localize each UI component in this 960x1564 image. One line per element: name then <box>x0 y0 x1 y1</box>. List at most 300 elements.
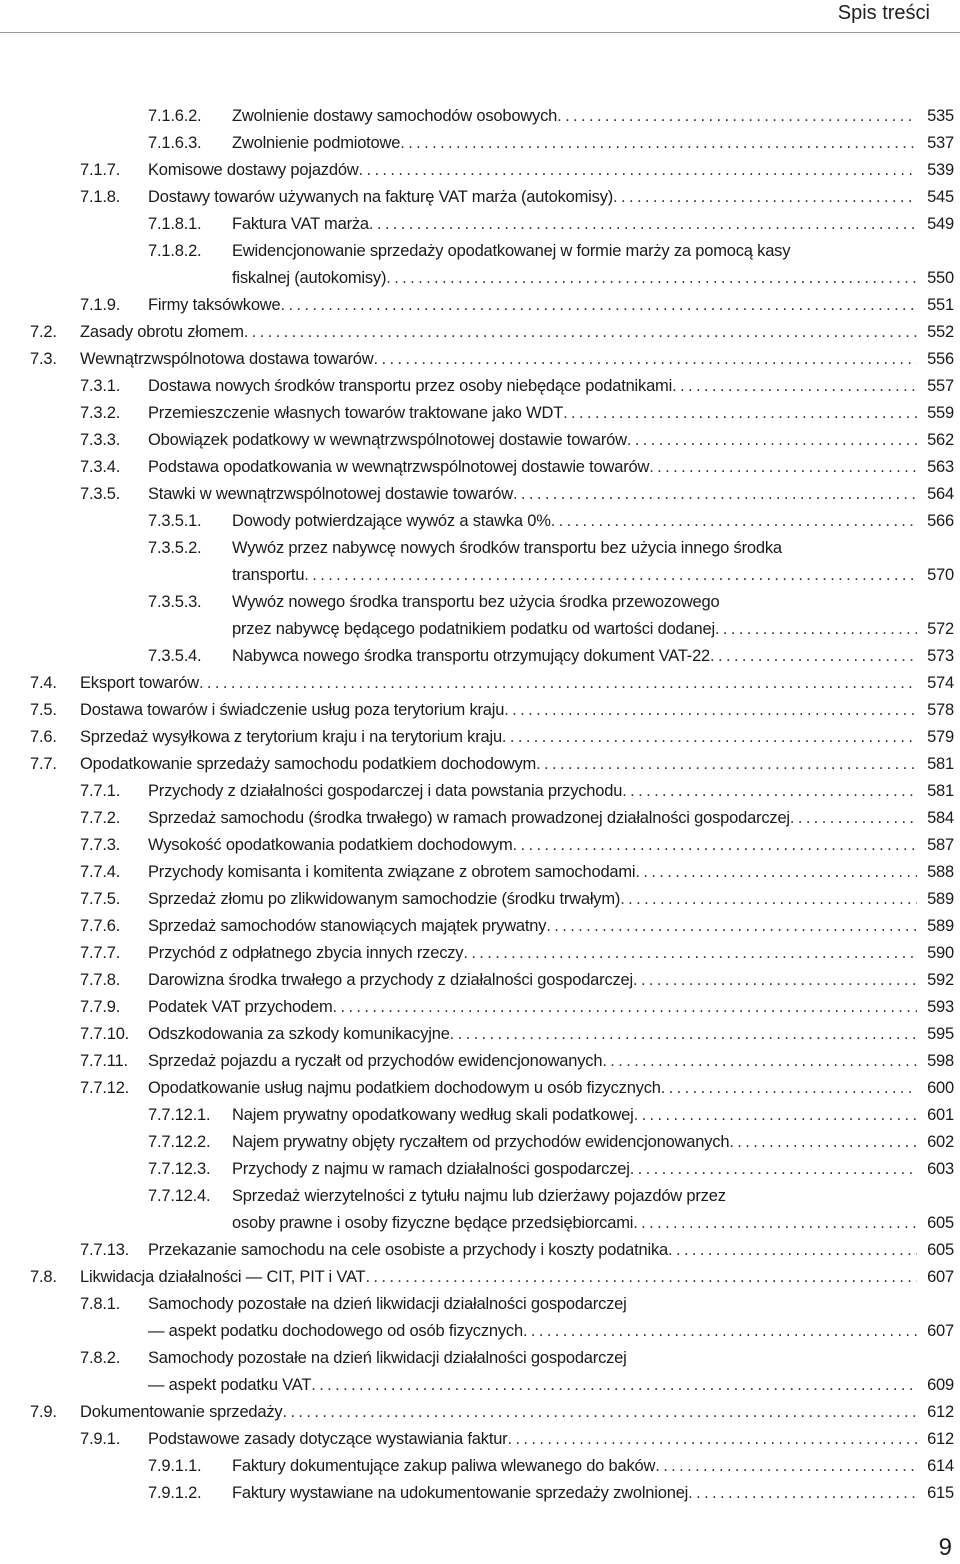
dot-leader <box>613 184 917 211</box>
toc-entry-page: 545 <box>927 188 954 206</box>
toc-entry-title-wrap <box>232 589 917 616</box>
toc-entry-title-wrap <box>148 373 917 400</box>
toc-entry-page: 581 <box>927 782 954 800</box>
toc-entry-page: 601 <box>927 1106 954 1124</box>
toc-entry-number: 7.7.12.2. <box>148 1133 211 1151</box>
toc-entry-title-wrap <box>80 319 917 346</box>
toc-entry-page: 564 <box>927 485 954 503</box>
toc-entry-title-wrap <box>232 616 917 643</box>
toc-entry-title-wrap <box>232 1453 917 1480</box>
toc-entry-page: 539 <box>927 161 954 179</box>
toc-entry-title-wrap <box>232 1210 917 1237</box>
table-of-contents <box>0 103 960 1507</box>
toc-entry-page: 551 <box>927 296 954 314</box>
toc-entry-number: 7.3.5.4. <box>148 647 202 665</box>
toc-entry-title-wrap <box>148 427 917 454</box>
toc-entry-line <box>0 913 960 940</box>
toc-entry-line <box>0 994 960 1021</box>
toc-entry-line <box>0 508 960 535</box>
toc-entry-page: 578 <box>927 701 954 719</box>
toc-entry-title-wrap <box>232 1102 917 1129</box>
toc-entry-line <box>0 670 960 697</box>
toc-entry-line <box>0 1372 960 1399</box>
toc-entry-title: Dokumentowanie sprzedaży <box>80 1403 283 1421</box>
toc-entry[interactable] <box>0 1183 960 1237</box>
toc-entry[interactable] <box>0 508 960 535</box>
toc-entry-line <box>0 1480 960 1507</box>
toc-entry-title-wrap <box>148 454 917 481</box>
toc-entry-title: — aspekt podatku dochodowego od osób fizycznych <box>148 1322 523 1340</box>
toc-entry-line <box>0 1291 960 1318</box>
toc-entry-number: 7.4. <box>30 674 57 692</box>
dot-leader <box>602 1048 917 1075</box>
toc-entry-line <box>0 1048 960 1075</box>
toc-entry-title-wrap <box>232 1480 917 1507</box>
toc-entry-title-wrap <box>148 1075 917 1102</box>
dot-leader <box>563 400 917 427</box>
toc-entry-title-wrap <box>80 1264 917 1291</box>
toc-entry[interactable] <box>0 454 960 481</box>
toc-entry-title: Przychody z najmu w ramach działalności gospodarczej <box>232 1160 630 1178</box>
toc-entry-line <box>0 589 960 616</box>
toc-entry[interactable] <box>0 805 960 832</box>
dot-leader <box>504 697 917 724</box>
toc-entry-page: 556 <box>927 350 954 368</box>
dot-leader <box>400 130 917 157</box>
toc-entry-page: 605 <box>927 1241 954 1259</box>
toc-entry[interactable] <box>0 184 960 211</box>
toc-entry-page: 587 <box>927 836 954 854</box>
toc-entry[interactable] <box>0 724 960 751</box>
toc-entry[interactable] <box>0 1291 960 1345</box>
toc-entry-title: Najem prywatny objęty ryczałtem od przychodów ewidencjonowanych <box>232 1133 730 1151</box>
toc-entry[interactable] <box>0 157 960 184</box>
dot-leader <box>359 157 917 184</box>
toc-entry-number: 7.5. <box>30 701 57 719</box>
toc-entry-title-wrap <box>232 211 917 238</box>
toc-entry[interactable] <box>0 1426 960 1453</box>
toc-entry-page: 607 <box>927 1268 954 1286</box>
toc-entry[interactable] <box>0 1480 960 1507</box>
toc-entry-title-wrap <box>80 346 917 373</box>
toc-entry-page: 535 <box>927 107 954 125</box>
toc-entry-title-wrap <box>232 1129 917 1156</box>
toc-entry-title: Firmy taksówkowe <box>148 296 281 314</box>
toc-entry[interactable] <box>0 751 960 778</box>
toc-entry-page: 562 <box>927 431 954 449</box>
toc-entry-title-wrap <box>148 1426 917 1453</box>
toc-entry-number: 7.1.7. <box>80 161 121 179</box>
toc-entry-line <box>0 616 960 643</box>
toc-entry-page: 589 <box>927 890 954 908</box>
toc-entry[interactable] <box>0 1453 960 1480</box>
toc-entry-number: 7.7.11. <box>80 1052 128 1070</box>
toc-entry-title-wrap <box>232 130 917 157</box>
toc-entry-page: 559 <box>927 404 954 422</box>
toc-entry-line <box>0 238 960 265</box>
toc-entry-title: Faktury wystawiane na udokumentowanie sprzedaży zwolnionej <box>232 1484 689 1502</box>
toc-entry-line <box>0 103 960 130</box>
dot-leader <box>536 751 917 778</box>
toc-entry-title-wrap <box>80 697 917 724</box>
dot-leader <box>715 616 917 643</box>
toc-entry-number: 7.1.8.1. <box>148 215 202 233</box>
toc-entry-title: — aspekt podatku VAT <box>148 1376 312 1394</box>
toc-entry-title-wrap <box>148 1291 917 1318</box>
dot-leader <box>374 346 917 373</box>
dot-leader <box>634 1102 917 1129</box>
toc-entry-number: 7.1.9. <box>80 296 121 314</box>
toc-entry[interactable] <box>0 1156 960 1183</box>
toc-entry[interactable] <box>0 238 960 292</box>
dot-leader <box>244 319 917 346</box>
toc-entry-number: 7.9. <box>30 1403 57 1421</box>
toc-entry[interactable] <box>0 886 960 913</box>
dot-leader <box>790 805 917 832</box>
toc-entry-line <box>0 265 960 292</box>
toc-entry-title-wrap <box>232 265 917 292</box>
toc-entry-page: 579 <box>927 728 954 746</box>
toc-entry-number: 7.7.4. <box>80 863 121 881</box>
dot-leader <box>672 373 917 400</box>
toc-entry-line <box>0 697 960 724</box>
toc-entry-title-wrap <box>232 535 917 562</box>
toc-entry-page: 566 <box>927 512 954 530</box>
toc-entry-number: 7.3.5.2. <box>148 539 202 557</box>
toc-entry-line <box>0 1345 960 1372</box>
dot-leader <box>635 859 917 886</box>
dot-leader <box>450 1021 917 1048</box>
toc-entry-number: 7.7.10. <box>80 1025 130 1043</box>
toc-entry-title: Stawki w wewnątrzwspólnotowej dostawie towarów <box>148 485 513 503</box>
toc-entry-title: Samochody pozostałe na dzień likwidacji działalności gospodarczej <box>148 1349 627 1367</box>
toc-entry-page: 607 <box>927 1322 954 1340</box>
toc-entry-title: Likwidacja działalności — CIT, PIT i VAT <box>80 1268 366 1286</box>
page-number: 9 <box>938 1534 952 1561</box>
toc-entry-number: 7.3. <box>30 350 57 368</box>
toc-entry[interactable] <box>0 373 960 400</box>
toc-entry-page: 598 <box>927 1052 954 1070</box>
toc-entry[interactable] <box>0 967 960 994</box>
toc-entry[interactable] <box>0 1021 960 1048</box>
toc-entry-title: fiskalnej (autokomisy) <box>232 269 387 287</box>
toc-entry[interactable] <box>0 913 960 940</box>
dot-leader <box>546 913 917 940</box>
toc-entry-line <box>0 211 960 238</box>
toc-entry-page: 609 <box>927 1376 954 1394</box>
dot-leader <box>622 778 917 805</box>
toc-entry-line <box>0 1021 960 1048</box>
toc-entry-page: 584 <box>927 809 954 827</box>
toc-entry[interactable] <box>0 589 960 643</box>
dot-leader <box>633 1210 917 1237</box>
toc-entry-title: osoby prawne i osoby fizyczne będące przedsiębiorcami <box>232 1214 634 1232</box>
toc-entry-number: 7.7.12.4. <box>148 1187 211 1205</box>
toc-entry-line <box>0 1264 960 1291</box>
toc-entry[interactable] <box>0 697 960 724</box>
dot-leader <box>551 508 917 535</box>
toc-entry-line <box>0 292 960 319</box>
toc-entry-number: 7.7.9. <box>80 998 121 1016</box>
dot-leader <box>655 1453 917 1480</box>
toc-entry-page: 603 <box>927 1160 954 1178</box>
toc-entry-title-wrap <box>148 832 917 859</box>
toc-entry-title-wrap <box>232 103 917 130</box>
toc-entry-line <box>0 400 960 427</box>
toc-entry[interactable] <box>0 1264 960 1291</box>
dot-leader <box>282 1399 917 1426</box>
toc-entry-page: 602 <box>927 1133 954 1151</box>
toc-entry[interactable] <box>0 481 960 508</box>
dot-leader <box>661 1075 917 1102</box>
toc-entry-number: 7.7.1. <box>80 782 121 800</box>
toc-entry-title-wrap <box>80 751 917 778</box>
toc-entry-line <box>0 535 960 562</box>
toc-entry-line <box>0 427 960 454</box>
toc-entry-line <box>0 1102 960 1129</box>
toc-entry-number: 7.7.6. <box>80 917 121 935</box>
toc-entry-number: 7.8. <box>30 1268 57 1286</box>
toc-entry[interactable] <box>0 1048 960 1075</box>
toc-entry[interactable] <box>0 670 960 697</box>
toc-entry-title-wrap <box>148 1372 917 1399</box>
toc-entry[interactable] <box>0 778 960 805</box>
toc-entry-title: transportu <box>232 566 305 584</box>
toc-entry-line <box>0 1426 960 1453</box>
dot-leader <box>557 103 917 130</box>
toc-entry-page: 593 <box>927 998 954 1016</box>
toc-entry-line <box>0 1453 960 1480</box>
toc-entry-line <box>0 724 960 751</box>
toc-entry-number: 7.6. <box>30 728 57 746</box>
toc-entry[interactable] <box>0 1129 960 1156</box>
dot-leader <box>729 1129 917 1156</box>
toc-entry-page: 549 <box>927 215 954 233</box>
toc-entry-line <box>0 751 960 778</box>
toc-entry-title: Przychody komisanta i komitenta związane z obrotem samochodami <box>148 863 636 881</box>
toc-entry-number: 7.7. <box>30 755 57 773</box>
toc-entry-title-wrap <box>148 1237 917 1264</box>
toc-entry-title: Faktury dokumentujące zakup paliwa wlewanego do baków <box>232 1457 656 1475</box>
toc-entry-title: Darowizna środka trwałego a przychody z działalności gospodarczej <box>148 971 633 989</box>
dot-leader <box>365 1264 917 1291</box>
toc-entry-number: 7.3.4. <box>80 458 121 476</box>
toc-entry-line <box>0 1129 960 1156</box>
toc-entry-number: 7.1.8.2. <box>148 242 202 260</box>
toc-entry-title: Zwolnienie podmiotowe <box>232 134 401 152</box>
dot-leader <box>333 994 917 1021</box>
toc-entry-page: 563 <box>927 458 954 476</box>
toc-entry-title-wrap <box>148 1345 917 1372</box>
toc-entry[interactable] <box>0 994 960 1021</box>
toc-entry-title: Dostawa nowych środków transportu przez osoby niebędące podatnikami <box>148 377 673 395</box>
toc-entry-number: 7.3.5.3. <box>148 593 202 611</box>
toc-entry-number: 7.7.3. <box>80 836 121 854</box>
toc-entry-line <box>0 454 960 481</box>
toc-entry[interactable] <box>0 1399 960 1426</box>
toc-entry-title-wrap <box>148 184 917 211</box>
toc-entry-number: 7.7.8. <box>80 971 121 989</box>
toc-entry-number: 7.1.6.2. <box>148 107 202 125</box>
toc-entry-title: Wysokość opodatkowania podatkiem dochodowym <box>148 836 513 854</box>
toc-entry-title: Sprzedaż wierzytelności z tytułu najmu lub dzierżawy pojazdów przez <box>232 1187 726 1205</box>
toc-entry-title: Podstawa opodatkowania w wewnątrzwspólnotowej dostawie towarów <box>148 458 650 476</box>
toc-entry-page: 600 <box>927 1079 954 1097</box>
toc-entry[interactable] <box>0 1102 960 1129</box>
toc-entry-number: 7.8.2. <box>80 1349 121 1367</box>
toc-entry-number: 7.8.1. <box>80 1295 121 1313</box>
toc-entry-number: 7.7.12. <box>80 1079 130 1097</box>
toc-entry-page: 592 <box>927 971 954 989</box>
toc-entry-number: 7.7.2. <box>80 809 121 827</box>
dot-leader <box>304 562 917 589</box>
dot-leader <box>502 724 917 751</box>
toc-entry-number: 7.7.7. <box>80 944 121 962</box>
toc-entry-page: 550 <box>927 269 954 287</box>
dot-leader <box>668 1237 917 1264</box>
toc-entry-title: Sprzedaż samochodów stanowiących majątek prywatny <box>148 917 547 935</box>
page-header <box>0 0 960 33</box>
toc-entry-number: 7.1.8. <box>80 188 121 206</box>
dot-leader <box>523 1318 917 1345</box>
toc-entry-title: przez nabywcę będącego podatnikiem podatku od wartości dodanej <box>232 620 715 638</box>
toc-entry-title: Nabywca nowego środka transportu otrzymujący dokument VAT-22 <box>232 647 711 665</box>
toc-entry[interactable] <box>0 1237 960 1264</box>
toc-entry-title: Sprzedaż wysyłkowa z terytorium kraju i na terytorium kraju <box>80 728 502 746</box>
toc-entry-title-wrap <box>148 859 917 886</box>
toc-entry[interactable] <box>0 940 960 967</box>
toc-entry-title: Wywóz przez nabywcę nowych środków transportu bez użycia innego środka <box>232 539 782 557</box>
toc-entry[interactable] <box>0 319 960 346</box>
toc-entry-line <box>0 967 960 994</box>
toc-entry-title: Przekazanie samochodu na cele osobiste a przychody i koszty podatnika <box>148 1241 669 1259</box>
toc-entry-line <box>0 778 960 805</box>
toc-entry-title-wrap <box>148 157 917 184</box>
toc-entry-number: 7.3.1. <box>80 377 121 395</box>
toc-entry-page: 572 <box>927 620 954 638</box>
toc-entry-page: 537 <box>927 134 954 152</box>
toc-entry[interactable] <box>0 859 960 886</box>
toc-entry-title: Przychód z odpłatnego zbycia innych rzeczy <box>148 944 464 962</box>
toc-entry-title-wrap <box>80 670 917 697</box>
toc-entry-title-wrap <box>148 1318 917 1345</box>
toc-entry-title-wrap <box>148 967 917 994</box>
toc-entry-title-wrap <box>148 913 917 940</box>
toc-entry-title: Dowody potwierdzające wywóz a stawka 0% <box>232 512 551 530</box>
toc-entry[interactable] <box>0 1075 960 1102</box>
toc-entry-number: 7.2. <box>30 323 57 341</box>
toc-entry-line <box>0 1210 960 1237</box>
toc-entry-title: Podstawowe zasady dotyczące wystawiania faktur <box>148 1430 508 1448</box>
toc-entry-title: Przemieszczenie własnych towarów traktowane jako WDT <box>148 404 564 422</box>
dot-leader <box>507 1426 917 1453</box>
dot-leader <box>199 670 917 697</box>
toc-entry-line <box>0 130 960 157</box>
toc-entry-line <box>0 1237 960 1264</box>
toc-entry-page: 589 <box>927 917 954 935</box>
toc-entry[interactable] <box>0 427 960 454</box>
toc-entry-title: Obowiązek podatkowy w wewnątrzwspólnotowej dostawie towarów <box>148 431 627 449</box>
toc-entry[interactable] <box>0 346 960 373</box>
toc-entry[interactable] <box>0 832 960 859</box>
toc-entry-title: Sprzedaż złomu po zlikwidowanym samochodzie (środku trwałym) <box>148 890 621 908</box>
toc-entry[interactable] <box>0 211 960 238</box>
toc-entry-page: 614 <box>927 1457 954 1475</box>
toc-entry-number: 7.7.5. <box>80 890 121 908</box>
dot-leader <box>627 427 917 454</box>
toc-entry-line <box>0 1183 960 1210</box>
toc-entry-line <box>0 832 960 859</box>
toc-entry[interactable] <box>0 292 960 319</box>
dot-leader <box>463 940 917 967</box>
toc-entry-title-wrap <box>232 643 917 670</box>
toc-entry-title: Przychody z działalności gospodarczej i data powstania przychodu <box>148 782 623 800</box>
toc-entry-line <box>0 940 960 967</box>
dot-leader <box>630 1156 917 1183</box>
toc-entry-line <box>0 1399 960 1426</box>
toc-entry-line <box>0 886 960 913</box>
toc-entry-page: 588 <box>927 863 954 881</box>
toc-entry-page: 581 <box>927 755 954 773</box>
toc-entry-number: 7.9.1.1. <box>148 1457 202 1475</box>
toc-entry-line <box>0 373 960 400</box>
dot-leader <box>386 265 917 292</box>
toc-entry-title-wrap <box>148 292 917 319</box>
toc-entry-title: Opodatkowanie usług najmu podatkiem dochodowym u osób fizycznych <box>148 1079 661 1097</box>
toc-entry-number: 7.9.1. <box>80 1430 121 1448</box>
toc-entry-title-wrap <box>148 886 917 913</box>
dot-leader <box>281 292 918 319</box>
toc-entry[interactable] <box>0 643 960 670</box>
dot-leader <box>620 886 917 913</box>
toc-entry-title: Sprzedaż samochodu (środka trwałego) w ramach prowadzonej działalności gospodarczej <box>148 809 790 827</box>
dot-leader <box>513 481 917 508</box>
running-head-title: Spis treści <box>837 2 930 24</box>
toc-entry[interactable] <box>0 535 960 589</box>
toc-entry[interactable] <box>0 130 960 157</box>
toc-entry[interactable] <box>0 103 960 130</box>
toc-entry-title: Dostawy towarów używanych na fakturę VAT marża (autokomisy) <box>148 188 614 206</box>
toc-entry-title-wrap <box>148 1021 917 1048</box>
dot-leader <box>710 643 917 670</box>
toc-entry-title-wrap <box>148 994 917 1021</box>
toc-entry-title-wrap <box>148 778 917 805</box>
dot-leader <box>649 454 917 481</box>
toc-entry-title: Wewnątrzwspólnotowa dostawa towarów <box>80 350 374 368</box>
toc-entry-line <box>0 184 960 211</box>
toc-entry-page: 573 <box>927 647 954 665</box>
toc-entry-title-wrap <box>232 562 917 589</box>
toc-entry-title: Podatek VAT przychodem <box>148 998 333 1016</box>
toc-entry-number: 7.7.12.1. <box>148 1106 211 1124</box>
toc-entry-page: 557 <box>927 377 954 395</box>
toc-entry-title: Zwolnienie dostawy samochodów osobowych <box>232 107 558 125</box>
toc-entry-line <box>0 805 960 832</box>
toc-entry-title-wrap <box>148 805 917 832</box>
toc-entry-title-wrap <box>232 1183 917 1210</box>
toc-entry-number: 7.3.3. <box>80 431 121 449</box>
toc-entry-title-wrap <box>232 238 917 265</box>
toc-entry-page: 552 <box>927 323 954 341</box>
toc-entry-line <box>0 1318 960 1345</box>
toc-entry-title: Faktura VAT marża <box>232 215 369 233</box>
toc-entry[interactable] <box>0 1345 960 1399</box>
toc-entry-title-wrap <box>80 724 917 751</box>
toc-entry-title: Samochody pozostałe na dzień likwidacji działalności gospodarczej <box>148 1295 627 1313</box>
toc-entry-title: Opodatkowanie sprzedaży samochodu podatkiem dochodowym <box>80 755 537 773</box>
toc-entry-line <box>0 859 960 886</box>
toc-entry[interactable] <box>0 400 960 427</box>
